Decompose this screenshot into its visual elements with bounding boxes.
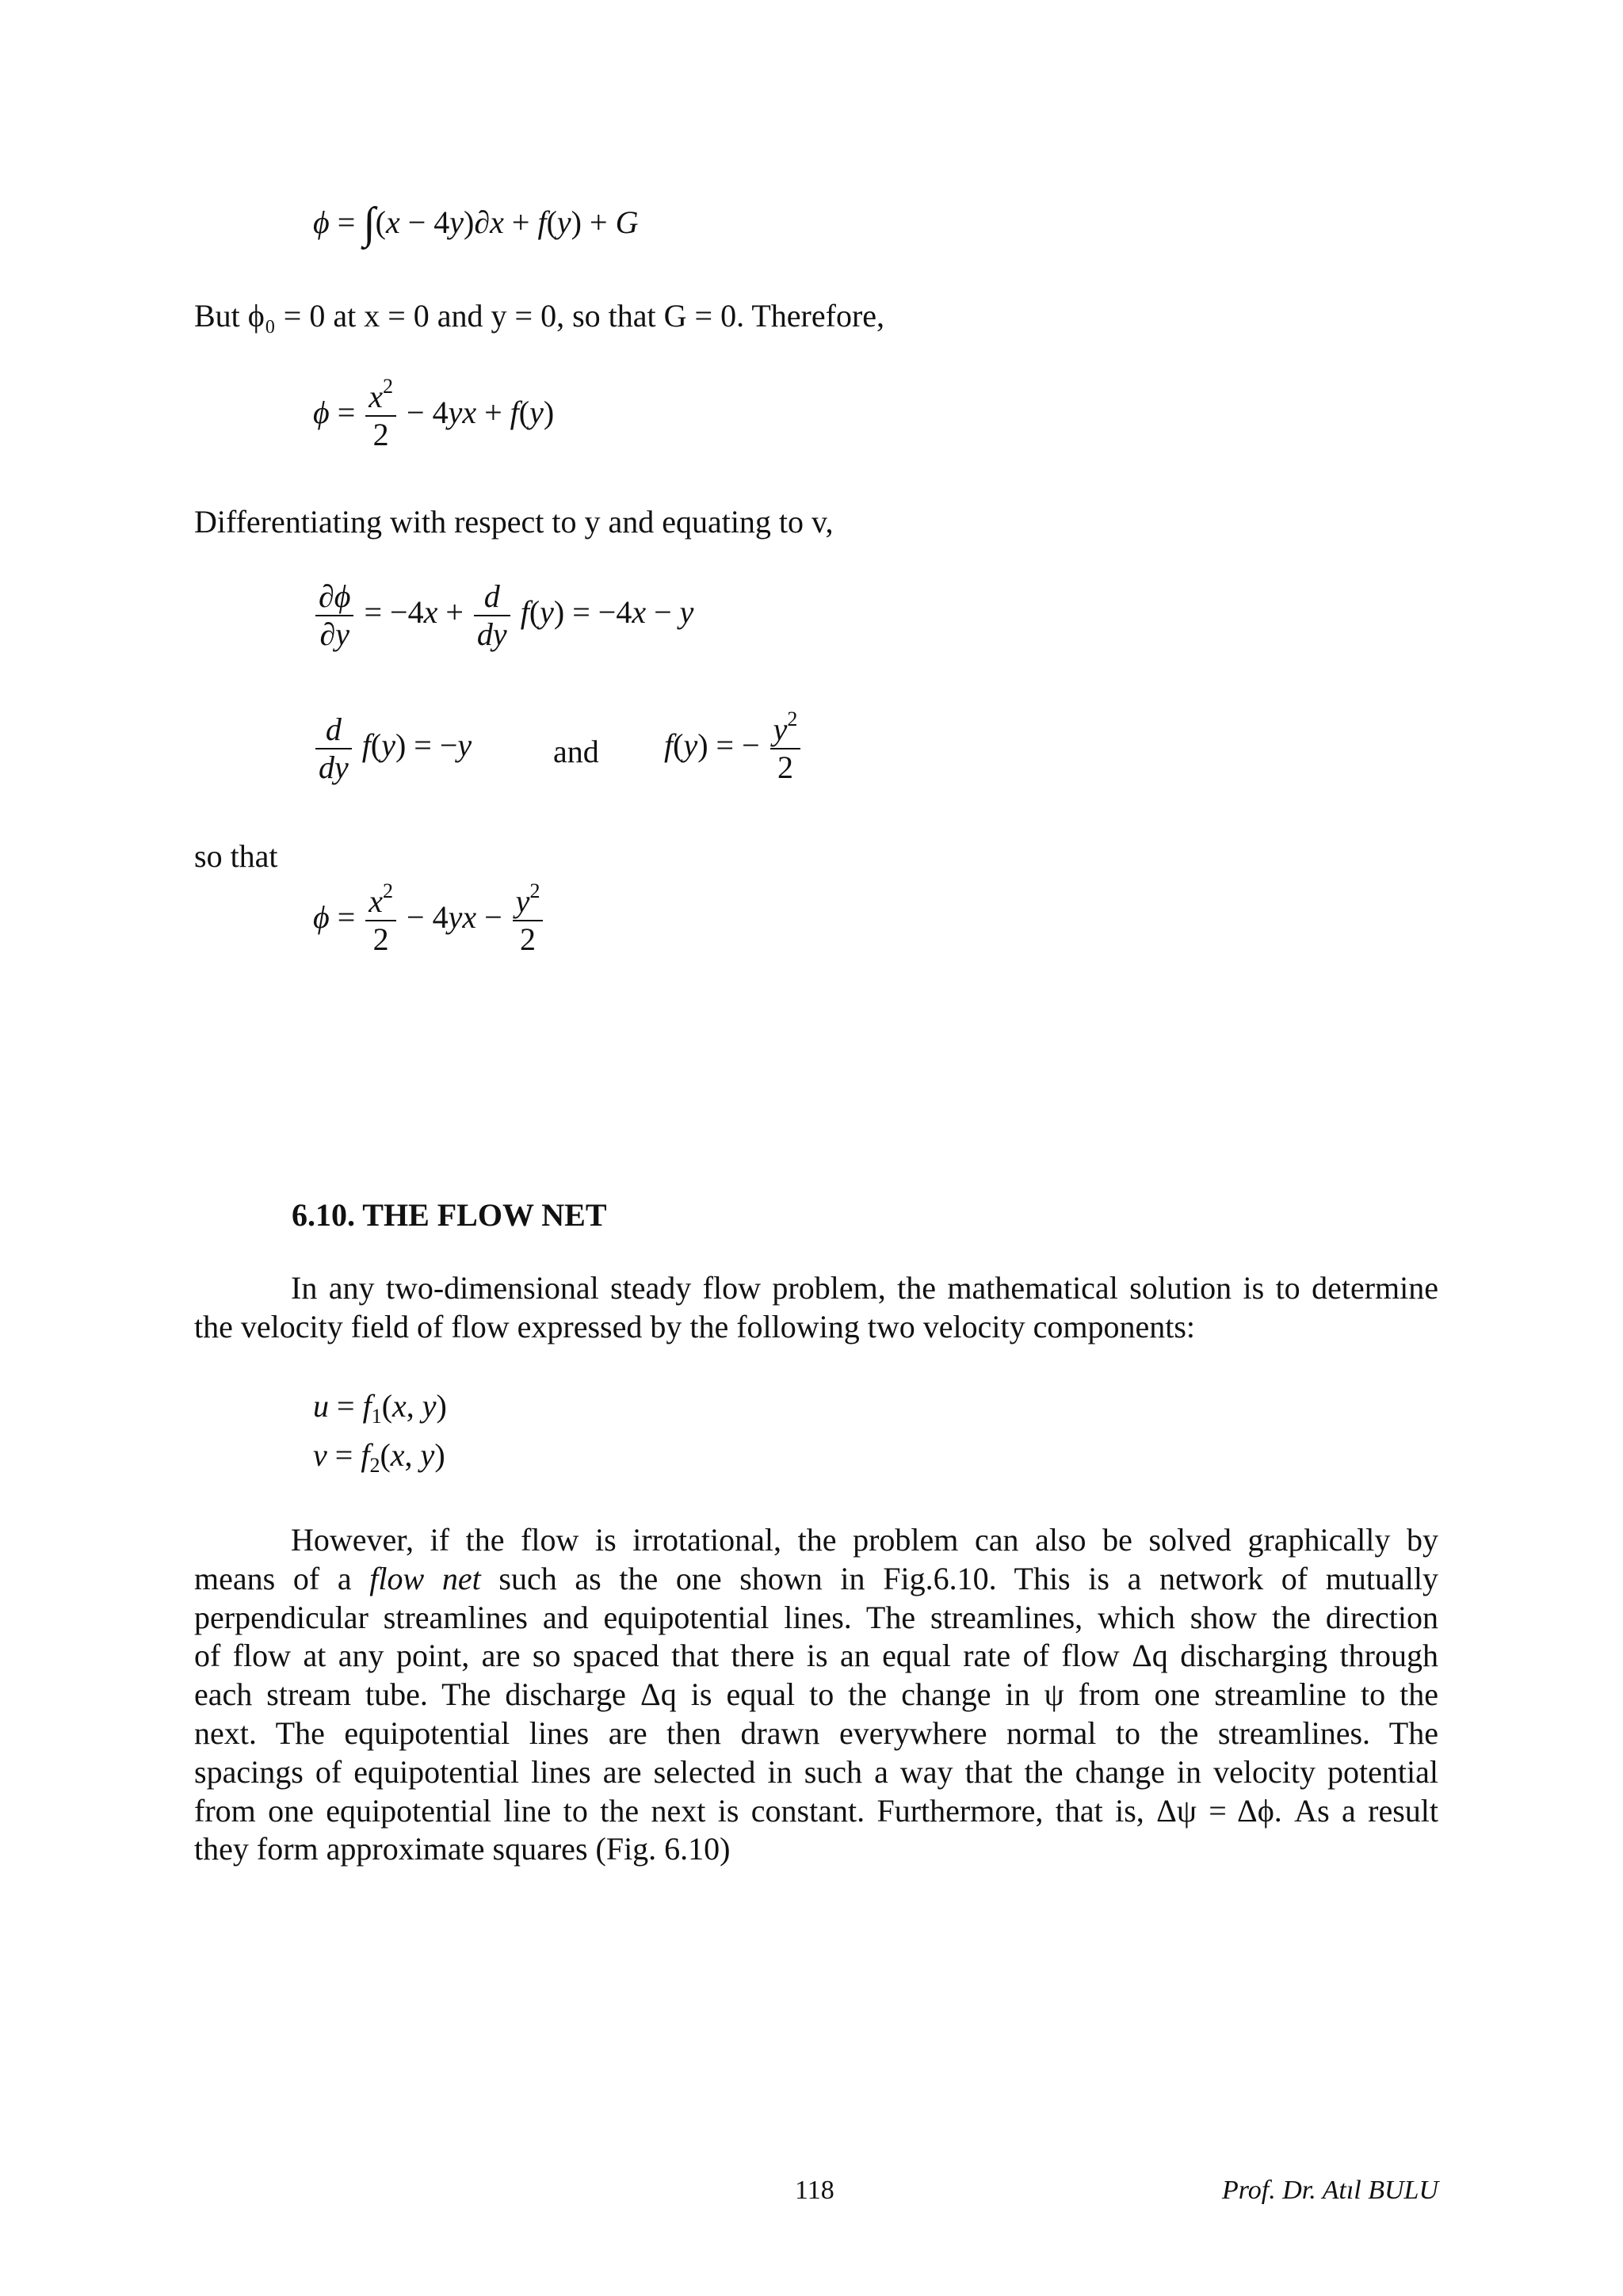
flow-net-term: flow net <box>369 1560 481 1596</box>
para2-line-6: next. The equipotential lines are then drawn everywhere normal to the streamlines. The <box>194 1714 1438 1751</box>
equation-phi-integral: ϕ = ∫(x − 4y)∂x + f(y) + G <box>313 199 639 248</box>
equation-v: $v = f_2(x$, y) <box>313 1437 445 1477</box>
para2-line-3: perpendicular streamlines and equipotential lines. The streamlines, which show the direction <box>194 1599 1438 1635</box>
paragraph-flow-net <box>194 1521 1438 1869</box>
text-differentiating: Differentiating with respect to y and equating to v, <box>194 504 834 540</box>
author-name: Prof. Dr. Atıl BULU <box>1222 2176 1438 2205</box>
para2-line-5: each stream tube. The discharge Δq is equal to the change in ψ from one streamline to the <box>194 1676 1438 1713</box>
para2-line-1: However, if the flow is irrotational, the problem can also be solved graphically by <box>291 1522 1438 1558</box>
para2-line-7: spacings of equipotential lines are selected in such a way that the change in velocity potential <box>194 1753 1438 1790</box>
equation-f-of-y: f(y) = − $\frac{y^2}{2}$ <box>664 711 803 786</box>
equation-u: $u = f_1(x$, y) <box>313 1388 447 1428</box>
text-and: and <box>553 734 599 769</box>
para2-line-9: they form approximate squares (Fig. 6.10) <box>194 1831 731 1867</box>
equation-phi-final: ϕ = $\frac{x^2}{2}$ − 4yx − $\frac{y^2}{2}$ <box>313 883 545 958</box>
equation-partial-derivative: $\frac{\partial\phi}{\partial y}$ = −4x + $\frac{d}{dy}$ f(y) = −4x − y <box>313 578 693 653</box>
para2-line-2: means of a flow net such as the one shown in Fig.6.10. This is a network of mutually <box>194 1560 1438 1596</box>
para2-line-4: of flow at any point, are so spaced that there is an equal rate of flow Δq discharging through <box>194 1638 1438 1674</box>
para2-line-8: from one equipotential line to the next is constant. Furthermore, that is, Δψ = Δϕ. As a result <box>194 1792 1438 1829</box>
equation-phi-step: ϕ = $\frac{x^2}{2}$ − 4yx + f(y) <box>313 375 555 452</box>
text-but-phi-zero: But ϕ₀ = 0 at x = 0 and y = 0, so that G = 0. Therefore, <box>194 298 885 334</box>
page-number: 118 <box>795 2176 834 2205</box>
paragraph-intro: In any two-dimensional steady flow problem, the mathematical solution is to determine the velocity field of flow expressed by the following two velocity components: <box>194 1270 1438 1344</box>
section-heading: 6.10. THE FLOW NET <box>292 1197 607 1233</box>
text-so-that: so that <box>194 838 278 874</box>
equation-derivative-f: $\frac{d}{dy}$ f(y) = −y <box>313 711 472 786</box>
